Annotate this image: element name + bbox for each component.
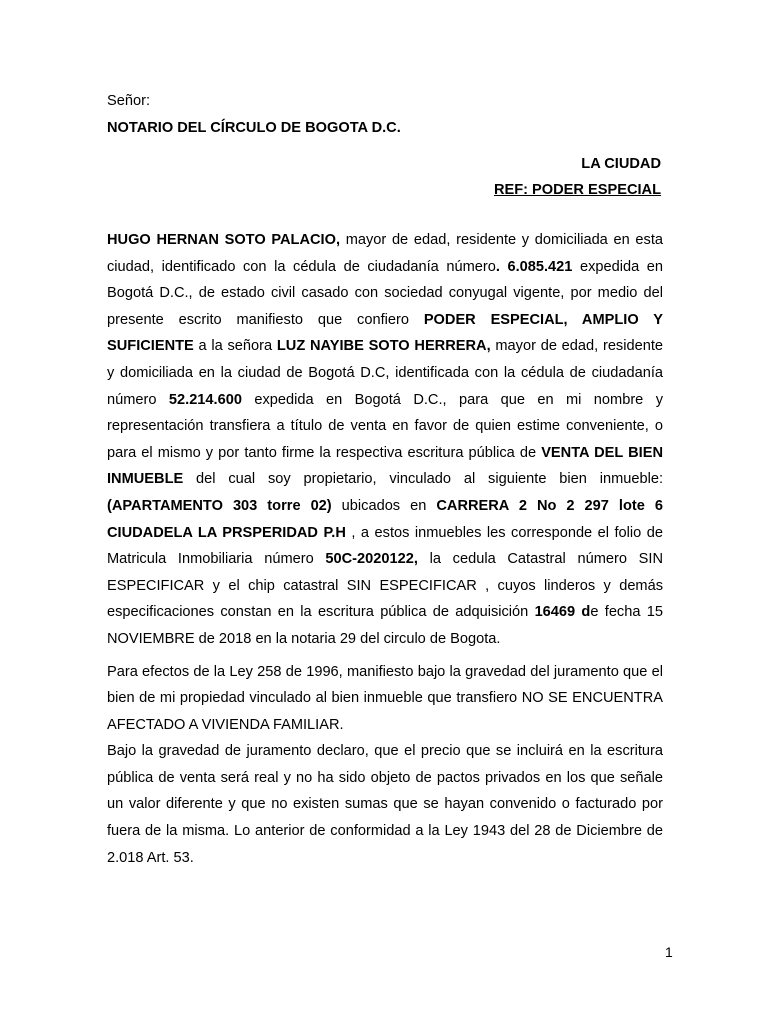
text-segment: expedida en Bogotá D.C., de estado civil casado con sociedad conyugal vigente, por medio del presente escrito manifiesto que confiero — [107, 258, 663, 328]
grantor-name: HUGO HERNAN SOTO PALACIO, — [107, 232, 341, 248]
attorney-id: 52.214.600 — [168, 391, 242, 408]
text-segment: ubicados en — [331, 497, 437, 514]
addressee: NOTARIO DEL CÍRCULO DE BOGOTA D.C. — [107, 120, 401, 136]
text-segment: mayor de edad, residente y domiciliada en esta ciudad, identificado con la cédula de ciudadanía número — [107, 232, 663, 275]
property-address: CARRERA 2 No 2 297 lote 6 CIUDADELA LA PRSPERIDAD P.H — [107, 497, 663, 541]
text-segment: la cedula Catastral número SIN ESPECIFICAR y el chip catastral SIN ESPECIFICAR , cuyos linderos y demás especificaciones constan en la escritura pública de adquisición — [107, 551, 663, 621]
text-segment: , a estos inmuebles les corresponde el folio de Matricula Inmobiliaria número — [107, 524, 663, 568]
text-segment: del cual soy propietario, vinculado al siguiente bien inmueble: — [183, 471, 663, 488]
reference-line: REF: PODER ESPECIAL — [493, 182, 661, 198]
sale-object: VENTA DEL BIEN INMUEBLE — [107, 444, 663, 488]
page-number: 1 — [665, 944, 673, 960]
attorney-name: LUZ NAYIBE SOTO HERRERA, — [276, 338, 491, 355]
letter-body — [107, 227, 663, 871]
price-declaration-paragraph: Bajo la gravedad de juramento declaro, que el precio que se incluirá en la escritura pública de venta será real y no ha sido objeto de pactos privados en los que señale un valor diferente y que no existen sumas que se hayan convenido o facturado por fuera de la misma. Lo anterior de conformidad a la Ley 1943 del 28 de Diciembre de 2.018 Art. 53. — [107, 743, 663, 866]
text-segment: expedida en Bogotá D.C., para que en mi nombre y representación transfiera a título de venta en favor de quien estime conveniente, o para el mismo y por tanto firme la respectiva escritura pública de — [107, 391, 663, 461]
grantor-id: . 6.085.421 — [495, 258, 573, 275]
text-segment: e fecha 15 NOVIEMBRE de 2018 en la notaria 29 del circulo de Bogota. — [107, 604, 663, 647]
salutation: Señor: — [107, 93, 150, 109]
text-segment: mayor de edad, residente y domiciliada en la ciudad de Bogotá D.C, identificada con la cédula de ciudadanía número — [107, 338, 663, 408]
text-segment: a la señora — [193, 338, 277, 355]
family-housing-paragraph: Para efectos de la Ley 258 de 1996, manifiesto bajo la gravedad del juramento que el bien de mi propiedad vinculado al bien inmueble que transfiero NO SE ENCUENTRA AFECTADO A VIVIENDA FAMILIAR. — [107, 663, 663, 733]
city-line: LA CIUDAD — [581, 156, 661, 172]
reference-block — [494, 151, 661, 203]
power-type: PODER ESPECIAL, AMPLIO Y SUFICIENTE — [107, 311, 663, 355]
folio-number: 50C-2020122, — [325, 551, 418, 568]
power-paragraph — [107, 227, 663, 653]
deed-number: 16469 d — [534, 604, 591, 621]
apartment-id: (APARTAMENTO 303 torre 02) — [107, 497, 332, 514]
